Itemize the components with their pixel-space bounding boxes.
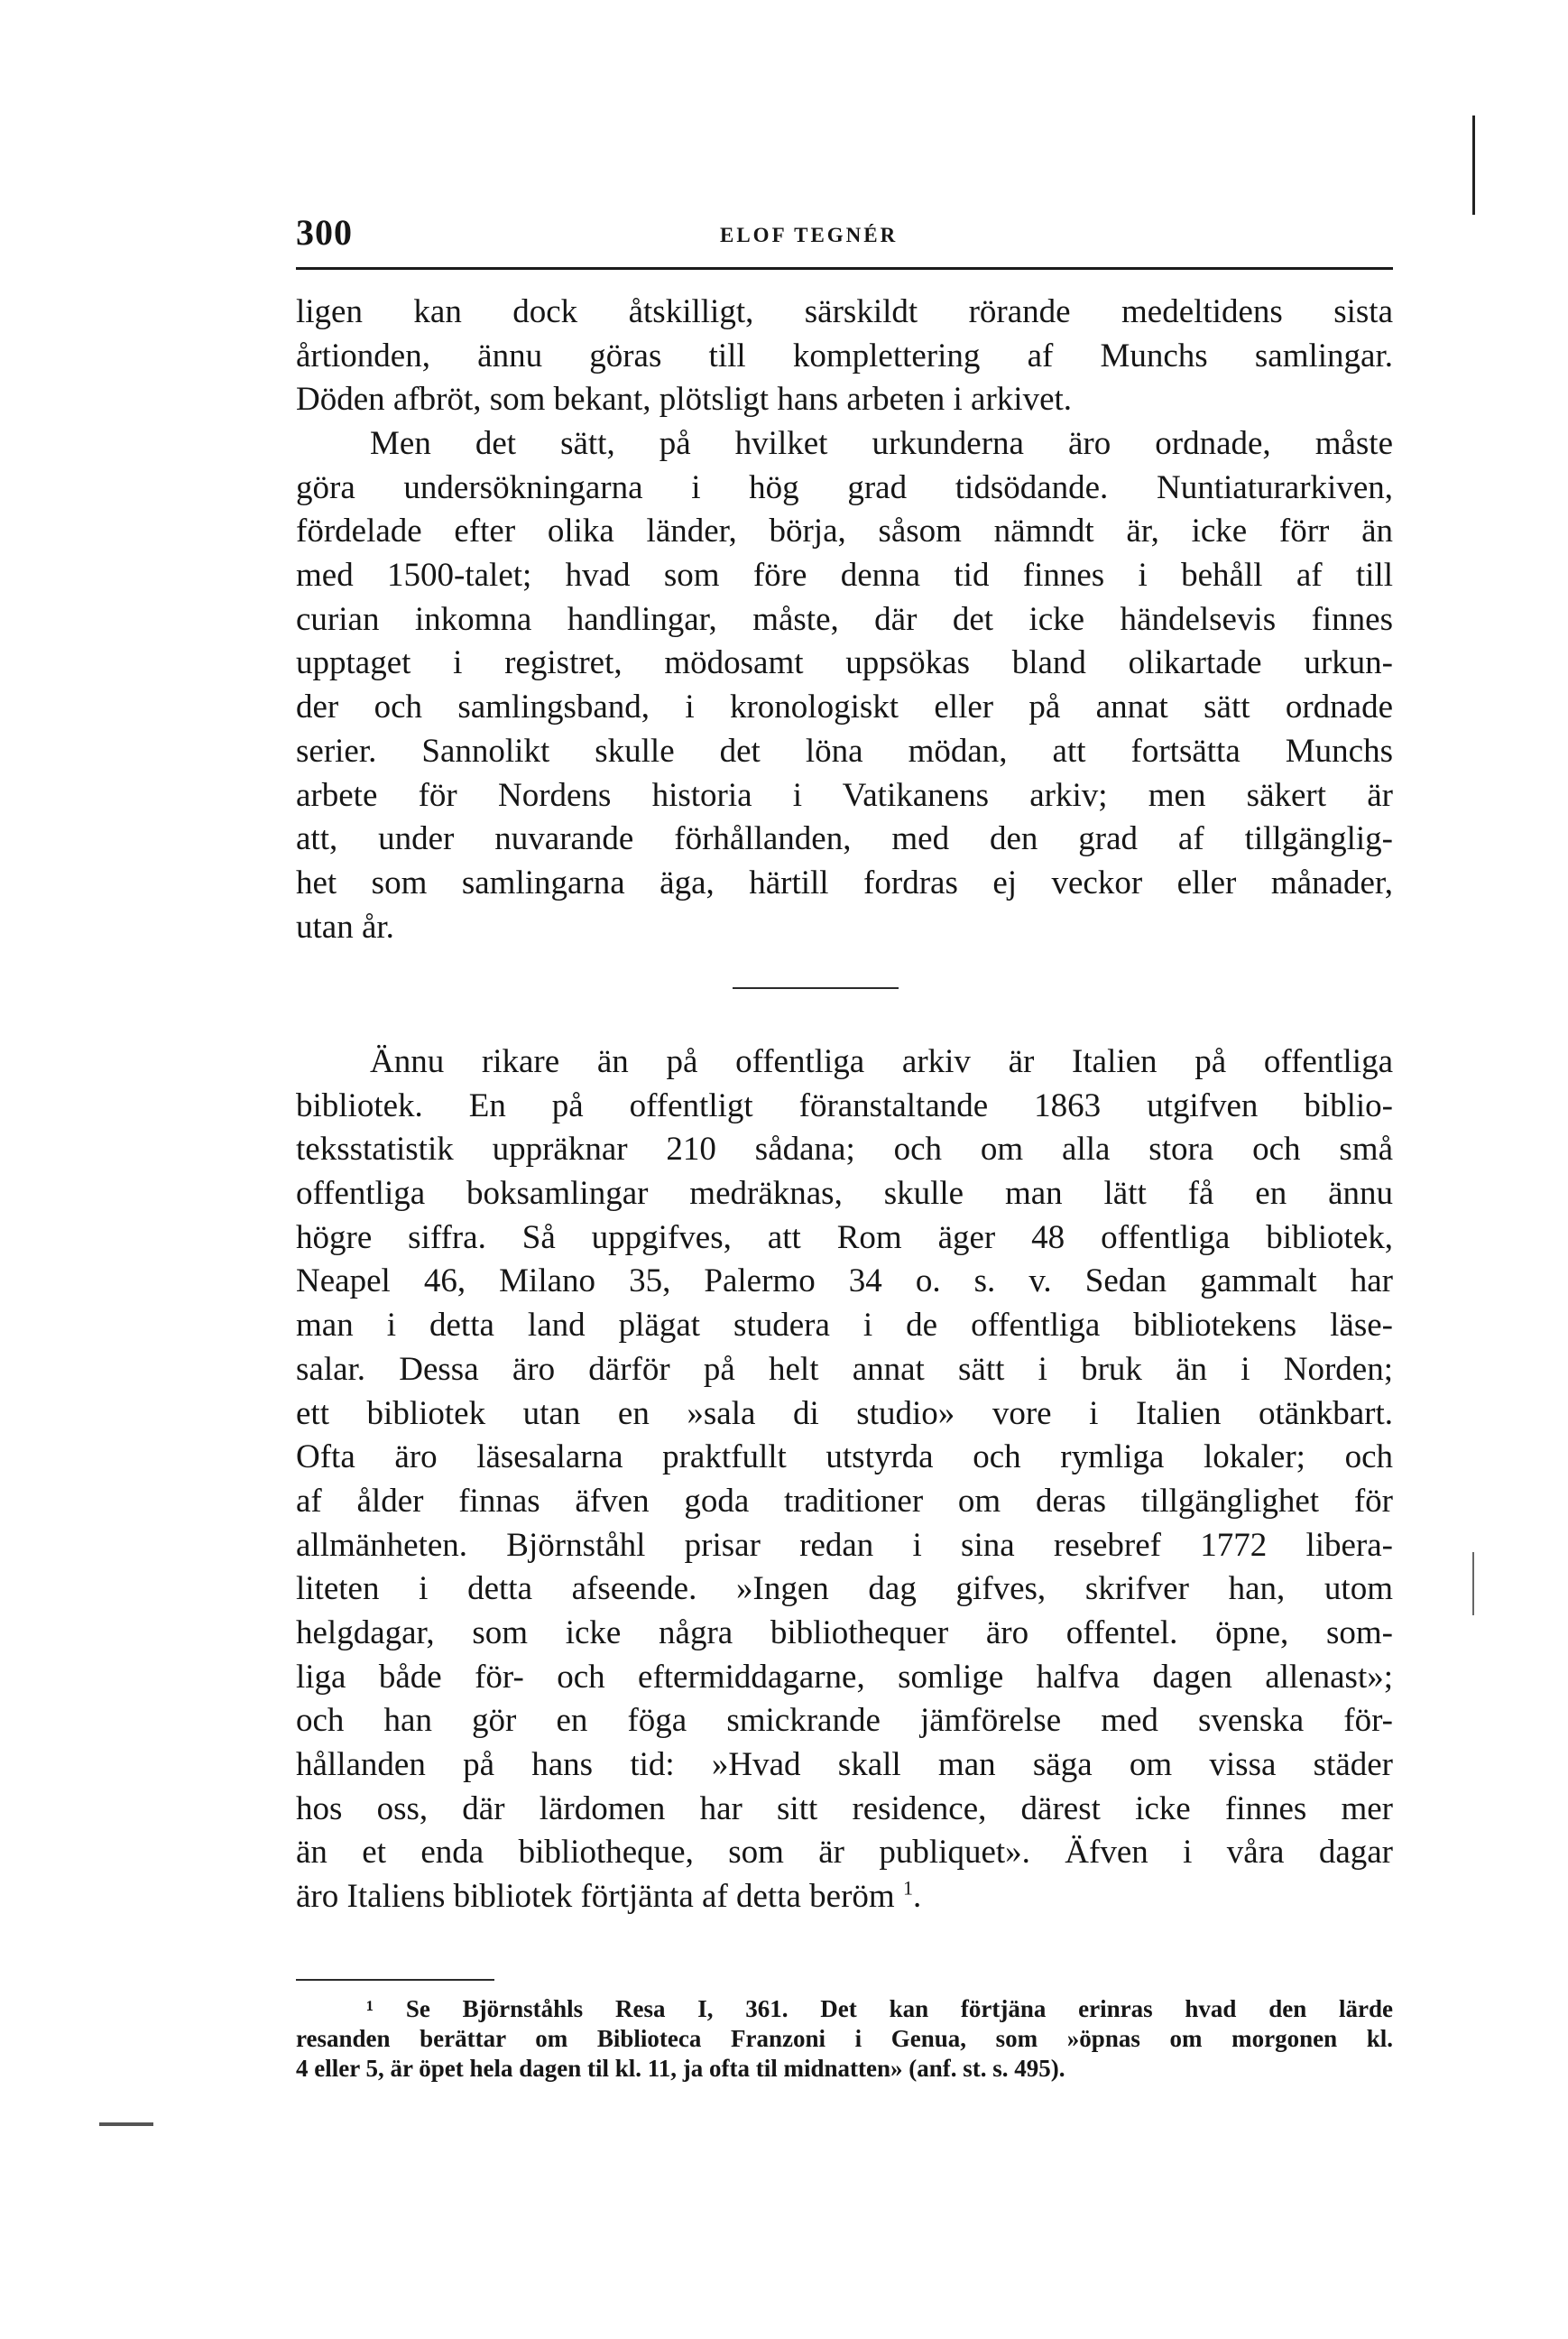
text-line: ett bibliotek utan en »sala di studio» vore i Italien otänkbart. xyxy=(296,1394,1393,1432)
scan-margin-mark xyxy=(1472,1552,1474,1615)
text-line: teksstatistik uppräknar 210 sådana; och om alla stora och små xyxy=(296,1131,1393,1169)
text-line: högre siffra. Så uppgifves, att Rom äger 48 offentliga bibliotek, xyxy=(296,1218,1393,1256)
text-line: af ålder finnas äfven goda traditioner om deras tillgänglighet för xyxy=(296,1482,1393,1520)
paragraph-2 xyxy=(296,422,1393,949)
header-rule xyxy=(296,267,1393,270)
paragraph-3 xyxy=(296,1040,1393,1919)
footnote-line: ¹ Se Björnståhls Resa I, 361. Det kan förtjäna erinras hvad den lärde xyxy=(366,1995,1393,2022)
text-line: Ännu rikare än på offentliga arkiv är Italien på offentliga xyxy=(370,1043,1393,1080)
text-line: man i detta land plägat studera i de offentliga bibliotekens läse- xyxy=(296,1307,1393,1345)
text-line: än et enda bibliotheque, som är publiquet». Äfven i våra dagar xyxy=(296,1834,1393,1872)
text-line: att, under nuvarande förhållanden, med den grad af tillgänglig- xyxy=(296,820,1393,858)
paragraph-1 xyxy=(296,291,1393,422)
text-line: der och samlingsband, i kronologiskt eller på annat sätt ordnade xyxy=(296,689,1393,726)
footnote-rule xyxy=(296,1979,494,1981)
footnote-line: 4 eller 5, är öpet hela dagen til kl. 11, ja ofta til midnatten» (anf. st. s. 495). xyxy=(296,2055,1065,2082)
text-line: årtionden, ännu göras till komplettering af Munchs samlingar. xyxy=(296,337,1393,374)
text-line: serier. Sannolikt skulle det löna mödan, att fortsätta Munchs xyxy=(296,732,1393,770)
text-line: liteten i detta afseende. »Ingen dag gifves, skrifver han, utom xyxy=(296,1570,1393,1608)
text-line: upptaget i registret, mödosamt uppsökas bland olikartade urkun- xyxy=(296,644,1393,682)
text-line: fördelade efter olika länder, börja, såsom nämndt är, icke förr än xyxy=(296,513,1393,550)
text-line: Döden afbröt, som bekant, plötsligt hans arbeten i arkivet. xyxy=(296,381,1073,419)
text-line: göra undersökningarna i hög grad tidsödande. Nuntiaturarkiven, xyxy=(296,468,1393,506)
footnote-line: resanden berättar om Biblioteca Franzoni i Genua, som »öpnas om morgonen kl. xyxy=(296,2025,1393,2052)
text-line: arbete för Nordens historia i Vatikanens arkiv; men säkert är xyxy=(296,776,1393,814)
text-line: med 1500-talet; hvad som före denna tid finnes i behåll af till xyxy=(296,557,1393,595)
text-line: liga både för- och eftermiddagarne, somlige halfva dagen allenast»; xyxy=(296,1658,1393,1696)
text-line: utan år. xyxy=(296,908,394,946)
sentence-period: . xyxy=(912,1878,922,1916)
section-divider xyxy=(733,987,899,989)
text-line: Neapel 46, Milano 35, Palermo 34 o. s. v. Sedan gammalt har xyxy=(296,1262,1393,1300)
text-line-final xyxy=(296,1875,1393,1919)
text-line: hos oss, där lärdomen har sitt residence, därest icke finnes mer xyxy=(296,1789,1393,1827)
page-number: 300 xyxy=(296,212,353,253)
text-line: bibliotek. En på offentligt föranstaltande 1863 utgifven biblio- xyxy=(296,1086,1393,1124)
text-line: Ofta äro läsesalarna praktfullt utstyrda och rymliga lokaler; och xyxy=(296,1438,1393,1476)
footnote xyxy=(296,1994,1393,2084)
text-line: Men det sätt, på hvilket urkunderna äro ordnade, måste xyxy=(370,425,1393,462)
text-line: het som samlingarna äga, härtill fordras ej veckor eller månader, xyxy=(296,864,1393,901)
page-header xyxy=(296,206,1393,260)
text-line: allmänheten. Björnståhl prisar redan i sina resebref 1772 libera- xyxy=(296,1526,1393,1564)
text-line-text: äro Italiens bibliotek förtjänta af detta beröm xyxy=(296,1878,895,1916)
text-line: salar. Dessa äro därför på helt annat sätt i bruk än i Norden; xyxy=(296,1350,1393,1388)
text-line: offentliga boksamlingar medräknas, skulle man lätt få en ännu xyxy=(296,1175,1393,1213)
text-line: och han gör en föga smickrande jämförelse med svenska för- xyxy=(296,1702,1393,1740)
scan-margin-mark xyxy=(1472,116,1475,215)
text-line: ligen kan dock åtskilligt, särskildt rörande medeltidens sista xyxy=(296,293,1393,330)
text-line: curian inkomna handlingar, måste, där det icke händelsevis finnes xyxy=(296,600,1393,638)
running-head: ELOF TEGNÉR xyxy=(720,224,899,246)
text-line: helgdagar, som icke några bibliothequer äro offentel. öpne, som- xyxy=(296,1613,1393,1651)
text-line: hållanden på hans tid: »Hvad skall man säga om vissa städer xyxy=(296,1746,1393,1783)
scan-margin-mark xyxy=(99,2122,153,2126)
footnote-reference: 1 xyxy=(902,1876,913,1900)
